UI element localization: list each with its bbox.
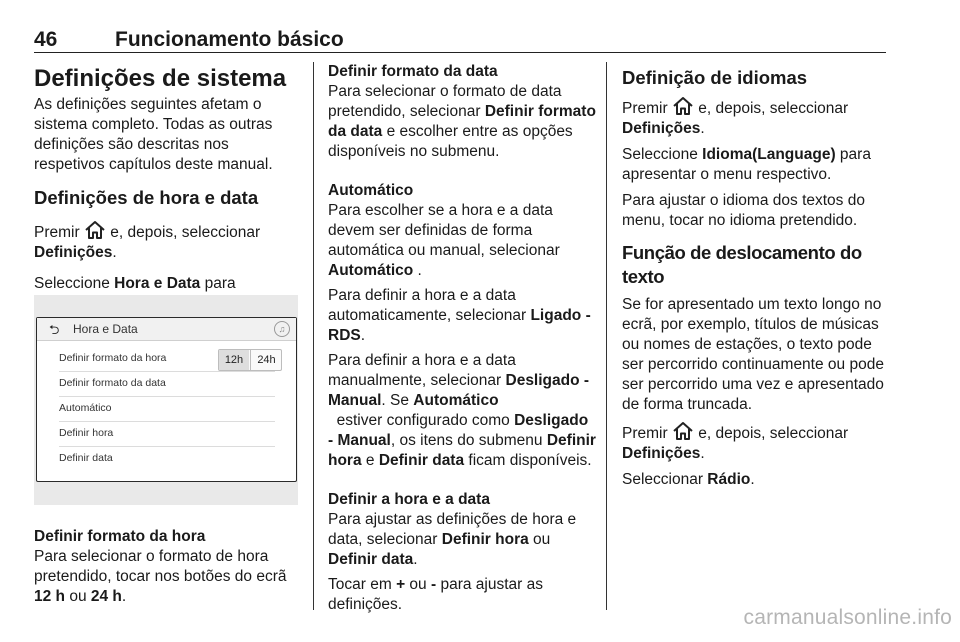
text: Para escolher se a hora e a data devem ser definidas de forma automática ou manual, selecionar (328, 202, 560, 259)
column-2 (328, 62, 596, 626)
text: para ajustar as definições. (328, 576, 543, 613)
text: ficam disponíveis. (464, 452, 592, 469)
bold-term: 12 h (34, 588, 66, 605)
text: e, depois, seleccionar (693, 100, 849, 117)
plus-minus-paragraph (328, 575, 596, 615)
text: Seleccionar (622, 471, 708, 488)
menu-row-label: Automático (59, 402, 112, 414)
text: . Se (381, 392, 414, 409)
date-format-heading: Definir formato da data (328, 63, 498, 80)
bold-term: Definir hora (328, 432, 596, 469)
language-menu-instruction (622, 145, 888, 185)
menu-row-set-time[interactable] (59, 421, 275, 447)
text: estiver configurado como (328, 412, 515, 429)
bold-term: Desligado - Manual (328, 372, 590, 409)
home-icon (84, 220, 106, 240)
rds-paragraph (328, 286, 596, 346)
text: Para definir a hora e a data automaticamente, selecionar (328, 287, 531, 324)
watermark: carmanualsonline.info (743, 606, 952, 629)
menu-row-label: Definir formato da data (59, 377, 166, 389)
automatic-heading: Automático (328, 182, 414, 199)
text-scroll-heading: Função de deslocamento do texto (622, 242, 862, 287)
text: Premir (622, 425, 668, 442)
text: para (204, 275, 236, 292)
header-rule (34, 52, 886, 53)
text: para apresentar o menu respectivo. (622, 146, 871, 183)
column-divider-2 (606, 62, 607, 610)
screen-title: Hora e Data (73, 322, 138, 336)
column-1 (34, 62, 298, 325)
bold-term: 24 h (90, 588, 122, 605)
text: Para definir a hora e a data manualmente, selecionar (328, 352, 516, 389)
hora-data-screen (36, 317, 297, 482)
time-date-heading: Definições de hora e data (34, 187, 259, 208)
bold-term: Idioma(Language) (702, 146, 836, 163)
bold-term: Definir formato da data (328, 103, 596, 140)
intro-paragraph: As definições seguintes afetam o sistema completo. Todas as outras definições são descritas nos respetivos capítulos deste manual. (34, 96, 273, 173)
text-scroll-paragraph: Se for apresentado um texto longo no ecrã, por exemplo, títulos de músicas ou nomes de estações, o texto pode ser percorrido continuamente ou pode ser percorrido uma vez e apresentado de forma truncada. (622, 296, 884, 413)
text: . (121, 588, 127, 605)
language-heading: Definição de idiomas (622, 67, 808, 88)
text: e (361, 452, 379, 469)
text: Seleccione (622, 146, 703, 163)
menu-row-label: Definir formato da hora (59, 352, 167, 364)
text: . (700, 120, 705, 137)
plus-symbol: + (396, 576, 406, 593)
text: e, depois, seleccionar (105, 224, 261, 241)
text: Premir (622, 100, 668, 117)
toggle-12h-button[interactable]: 12h (219, 350, 249, 370)
back-arrow-icon[interactable]: ⮌ (49, 322, 60, 337)
text: . (360, 327, 366, 344)
time-format-toggle[interactable] (218, 349, 282, 371)
text: . (700, 445, 705, 462)
toggle-24h-button[interactable]: 24h (250, 350, 282, 370)
set-time-date-heading: Definir a hora e a data (328, 491, 490, 508)
minus-symbol: - (430, 576, 437, 593)
text: e, depois, seleccionar (693, 425, 849, 442)
bold-term: Definir data (328, 551, 414, 568)
scroll-home-instruction (622, 421, 888, 464)
column-divider-1 (313, 62, 314, 610)
text: . (112, 244, 117, 261)
text: Para selecionar o formato de hora pretendido, tocar nos botões do ecrã (34, 548, 287, 585)
text: Para selecionar o formato de data pretendido, selecionar (328, 83, 562, 120)
home-icon (672, 421, 694, 441)
screen-figure (34, 295, 298, 505)
bold-term: Definir hora (441, 531, 529, 548)
time-format-section (34, 527, 298, 607)
bold-term: Definições (622, 445, 701, 462)
bold-term: Ligado - RDS (328, 307, 591, 344)
bold-term: Definições (622, 120, 701, 137)
bold-term: Automático (328, 262, 414, 279)
menu-row-label: Definir data (59, 452, 113, 464)
page-number: 46 (34, 28, 58, 51)
radio-instruction (622, 470, 888, 490)
bold-term: Desligado - Manual (328, 412, 589, 449)
text: ou (528, 531, 551, 548)
set-time-date-paragraph (328, 510, 596, 570)
bold-term: Rádio (707, 471, 751, 488)
running-title: Funcionamento básico (115, 28, 344, 51)
automatic-paragraph (328, 201, 596, 281)
column-3 (622, 62, 888, 501)
page-header (34, 28, 886, 54)
section-title: Definições de sistema (34, 65, 287, 92)
bold-term: Hora e Data (114, 275, 201, 292)
bold-term: Definições (34, 244, 113, 261)
menu-row-set-date[interactable] (59, 446, 275, 471)
text: ou (65, 588, 91, 605)
music-note-icon[interactable]: ♫ (274, 321, 290, 337)
language-home-instruction (622, 96, 888, 139)
text: ou (405, 576, 431, 593)
screen-header (37, 318, 296, 341)
text: . (750, 471, 755, 488)
text: Premir (34, 224, 80, 241)
menu-row-date-format[interactable] (59, 371, 275, 397)
text: . (413, 551, 418, 568)
home-instruction (34, 220, 298, 263)
home-icon (672, 96, 694, 116)
text: Tocar em (328, 576, 397, 593)
date-format-paragraph (328, 82, 596, 162)
menu-row-label: Definir hora (59, 427, 114, 439)
text: Para ajustar as definições de hora e data, selecionar (328, 511, 577, 548)
text: , os itens do submenu (390, 432, 547, 449)
text: e escolher entre as opções disponíveis no submenu. (328, 123, 573, 160)
manual-paragraph (328, 351, 596, 471)
time-format-heading: Definir formato da hora (34, 528, 206, 545)
bold-term: Automático (413, 392, 499, 409)
bold-term: Definir data (378, 452, 465, 469)
menu-row-automatic[interactable] (59, 396, 275, 422)
text: Seleccione (34, 275, 115, 292)
language-select-instruction: Para ajustar o idioma dos textos do menu, tocar no idioma pretendido. (622, 192, 865, 229)
text: . (413, 262, 422, 279)
